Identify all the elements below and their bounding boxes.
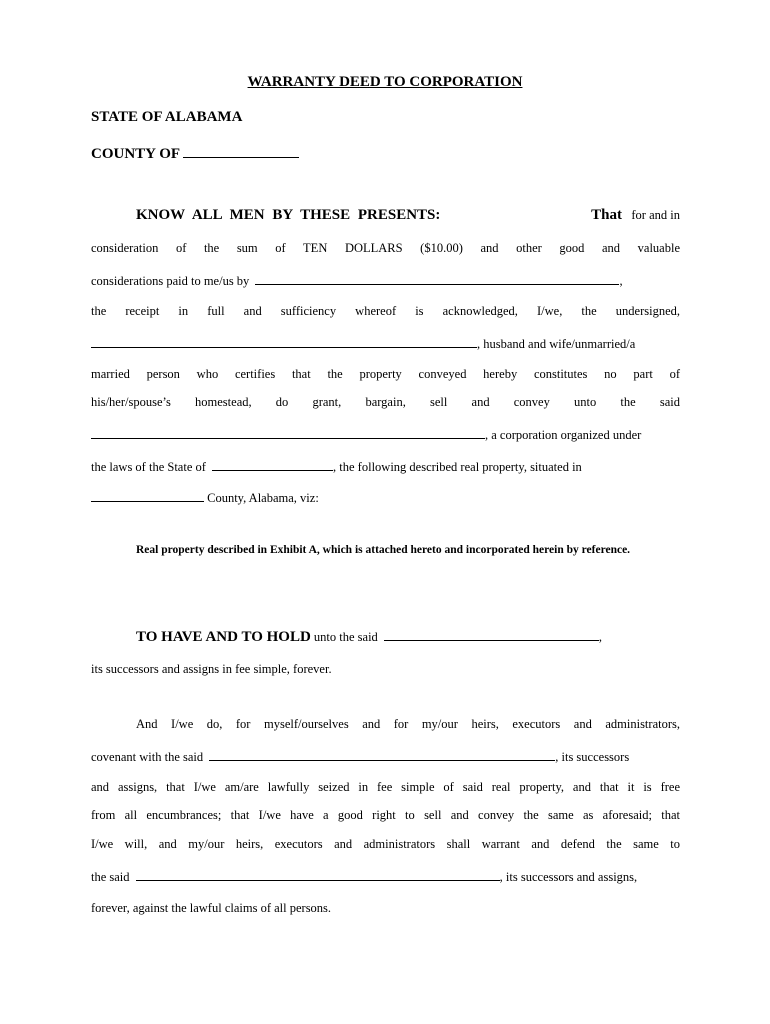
- p2-line-1: TO HAVE AND TO HOLD unto the said ,: [136, 629, 603, 645]
- property-county-blank[interactable]: [91, 489, 204, 502]
- county-blank[interactable]: [183, 145, 299, 158]
- exhibit-reference: Real property described in Exhibit A, which is attached hereto and incorporated herein by reference.: [136, 544, 631, 556]
- p1-line-1: [136, 207, 680, 224]
- p3-line-6: [91, 868, 680, 885]
- p3-line-3: and assigns, that I/we am/are lawfully seized in fee simple of said real property, and that it is free: [91, 780, 680, 794]
- p1-line-3: considerations paid to me/us by ,: [91, 274, 623, 288]
- know-all-men: KNOW ALL MEN BY THESE PRESENTS:: [136, 207, 441, 223]
- p3-line-7: forever, against the lawful claims of all persons.: [91, 901, 332, 915]
- p1-line-10: [91, 489, 319, 506]
- state-of-incorporation-blank[interactable]: [212, 458, 333, 471]
- warranty-grantee-blank[interactable]: [136, 868, 500, 881]
- p3-line-2: [91, 748, 680, 765]
- p3-line-1: And I/we do, for myself/ourselves and for my/our heirs, executors and administrators,: [136, 717, 680, 731]
- covenant-grantee-blank[interactable]: [209, 748, 555, 761]
- grantor-paid-by-blank[interactable]: [255, 272, 619, 285]
- for-and-in: for and in: [631, 208, 680, 222]
- its-successors-text: , its successors: [555, 750, 630, 764]
- state-heading: STATE OF ALABAMA: [91, 109, 243, 125]
- p2-line-2: its successors and assigns in fee simple, forever.: [91, 662, 332, 676]
- p1-line-9: [91, 458, 680, 475]
- property-situated-text: , the following described real property, situated in: [333, 460, 582, 474]
- laws-text: the laws of the State of: [91, 460, 206, 474]
- habendum-grantee-blank[interactable]: [384, 628, 599, 641]
- unto-the-said: unto the said: [313, 630, 378, 644]
- county-alabama-text: County, Alabama, viz:: [207, 491, 319, 505]
- covenant-text: covenant with the said: [91, 750, 204, 764]
- county-heading: [91, 145, 299, 163]
- that-word: That: [591, 207, 623, 223]
- p1-line-5: [91, 335, 680, 352]
- successors-assigns-text: , its successors and assigns,: [499, 870, 638, 884]
- p1-line-6: married person who certifies that the property conveyed hereby constitutes no part of: [91, 367, 680, 381]
- marital-status-text: , husband and wife/unmarried/a: [477, 337, 636, 351]
- p1-line-4: the receipt in full and sufficiency whereof is acknowledged, I/we, the undersigned,: [91, 304, 680, 318]
- considerations-text: considerations paid to me/us by: [91, 274, 250, 288]
- p1-line-2: consideration of the sum of TEN DOLLARS ($10.00) and other good and valuable: [91, 241, 680, 255]
- to-have-and-to-hold: TO HAVE AND TO HOLD: [136, 629, 311, 645]
- p3-line-5: I/we will, and my/our heirs, executors and administrators shall warrant and defend the same to: [91, 837, 680, 851]
- corporation-text: , a corporation organized under: [485, 428, 642, 442]
- grantor-name-blank[interactable]: [91, 335, 477, 348]
- grantee-corporation-blank[interactable]: [91, 426, 485, 439]
- p1-line-7: his/her/spouse’s homestead, do grant, bargain, sell and convey unto the said: [91, 395, 680, 409]
- the-said-text: the said: [91, 870, 130, 884]
- p1-line-8: [91, 426, 680, 443]
- p3-line-4: from all encumbrances; that I/we have a good right to sell and convey the same as aforesaid; that: [91, 808, 680, 822]
- county-label: COUNTY OF: [91, 146, 180, 162]
- document-title: WARRANTY DEED TO CORPORATION: [247, 74, 523, 90]
